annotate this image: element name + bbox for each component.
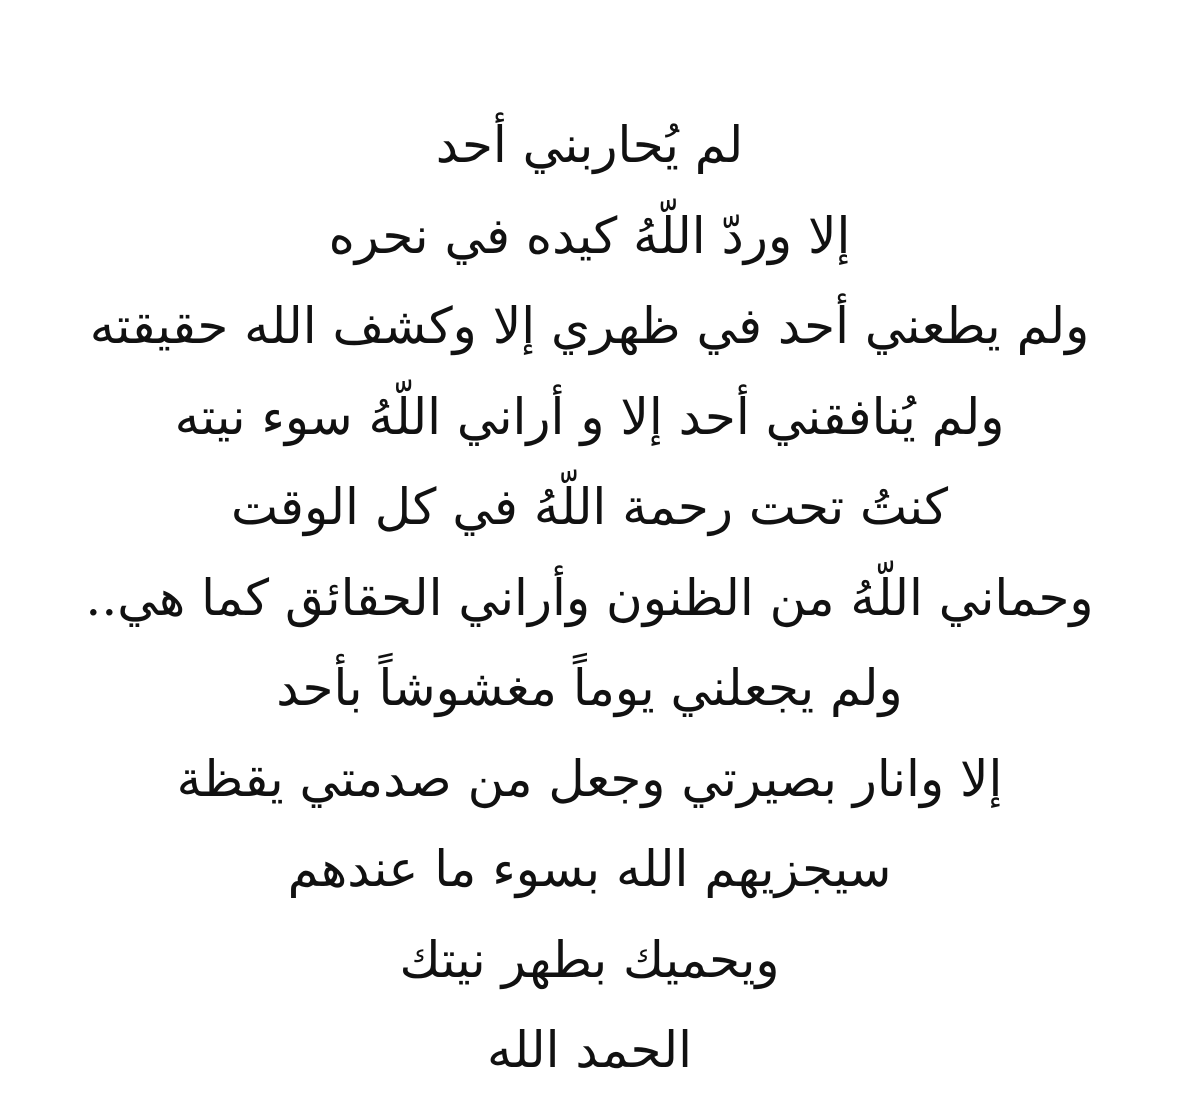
poem-line-10: ويحميك بطهر نيتك xyxy=(399,930,780,989)
poem-line-3: ولم يطعني أحد في ظهري إلا وكشف الله حقيقته xyxy=(89,297,1090,355)
poem-line-7: ولم يجعلني يوماً مغشوشاً بأحد xyxy=(276,659,903,717)
poem-line-1: لم يُحاربني أحد xyxy=(435,116,744,174)
poem-line-2: إلا وردّ اللّهُ كيده في نحره xyxy=(328,206,851,265)
poem-text-block xyxy=(0,100,1179,1096)
poem-line-6: وحماني اللّهُ من الظنون وأراني الحقائق كما هي.. xyxy=(85,568,1094,627)
poem-line-8: إلا وانار بصيرتي وجعل من صدمتي يقظة xyxy=(176,749,1003,808)
poem-line-5: كنتُ تحت رحمة اللّهُ في كل الوقت xyxy=(230,478,949,536)
poem-line-4: ولم يُنافقني أحد إلا و أراني اللّهُ سوء نيته xyxy=(174,387,1005,446)
poem-line-9: سيجزيهم الله بسوء ما عندهم xyxy=(287,840,892,898)
poem-line-11: الحمد الله xyxy=(487,1021,692,1079)
